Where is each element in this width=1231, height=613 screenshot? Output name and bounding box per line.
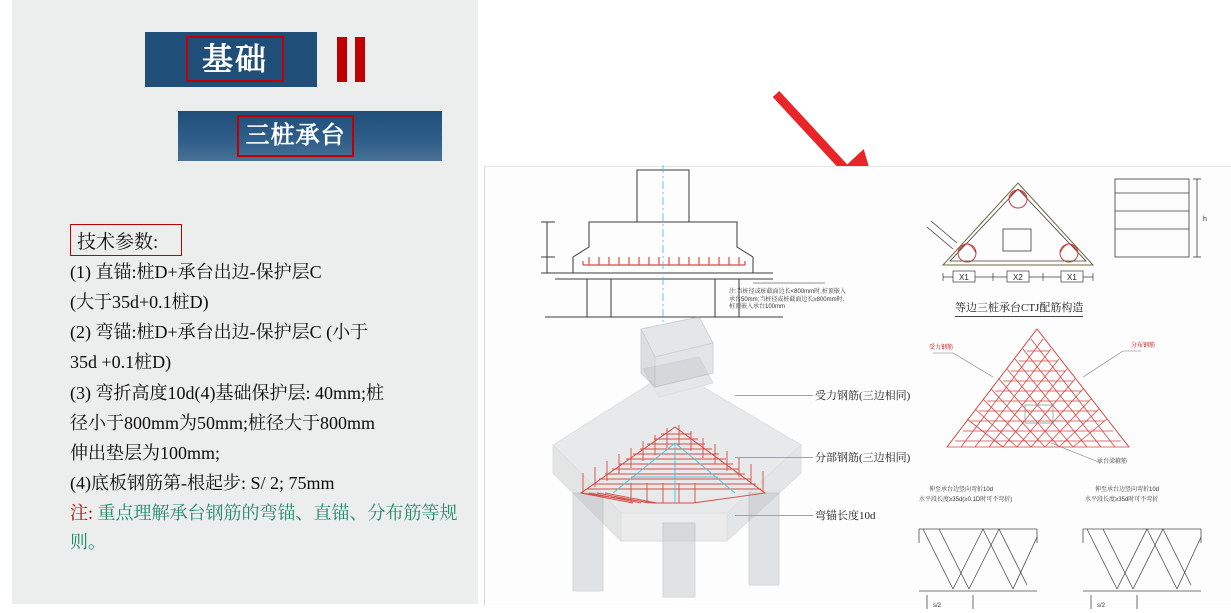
- anchorage-detail-left: [913, 503, 1043, 613]
- leader-line-3: [735, 515, 813, 516]
- param-line: (3) 弯折高度10d(4)基础保护层: 40mm;桩: [70, 382, 384, 403]
- detail-note-right-2: 水平段长度≥35d时可不弯折: [1085, 497, 1159, 503]
- svg-text:h: h: [1203, 216, 1207, 223]
- small-section-detail: [1109, 171, 1229, 281]
- param-line: (4)底板钢筋第-根起步: S/ 2; 75mm: [70, 473, 335, 494]
- label-distribution-rebar: 分部钢筋(三边相同): [815, 452, 911, 464]
- tech-params-heading: 技术参数:: [77, 231, 159, 253]
- label-main-rebar-small: 受力钢筋: [929, 345, 954, 351]
- triangular-plan-detail: [923, 173, 1113, 293]
- leader-line-2: [735, 457, 813, 458]
- detail-note-left-2: 水平段长度≥35d(≥0.1D时可不弯折): [919, 497, 1013, 503]
- svg-text:X1: X1: [959, 273, 969, 282]
- label-bend-anchor-length: 弯锚长度10d: [815, 510, 876, 522]
- label-main-rebar: 受力钢筋(三边相同): [815, 390, 911, 402]
- svg-text:s/2: s/2: [1097, 603, 1106, 609]
- param-line: 伸出垫层为100mm;: [70, 442, 221, 463]
- tech-params-heading-box: [70, 224, 182, 256]
- detail-note-right-1: 伸至承台边竖向弯折10d: [1095, 487, 1160, 493]
- page-title: 基础: [202, 41, 268, 77]
- subtitle-banner-outline: [237, 115, 354, 157]
- red-accent-bar-2: [355, 37, 365, 82]
- param-line: 35d +0.1桩D): [70, 352, 172, 373]
- title-banner-outline: [186, 36, 284, 82]
- section-note-text: 注:当桩径或桩截面边长<800mm时,桩顶嵌入承台50mm;当桩径或桩截面边长≥800mm时,桩顶嵌入承台100mm: [729, 289, 846, 310]
- svg-text:X1: X1: [1067, 273, 1077, 282]
- param-line: (1) 直锚:桩D+承台出边-保护层C: [70, 262, 322, 282]
- detail-note-left-1: 伸至承台边竖向弯折10d: [929, 487, 994, 493]
- note-paragraph: [70, 499, 460, 557]
- param-line: 径小于800mm为50mm;桩径大于800mm: [70, 412, 376, 433]
- param-line: (2) 弯锚:桩D+承台出边-保护层C (小于: [70, 322, 369, 343]
- label-cap-beam-stirrup: 承台梁箍筋: [1097, 459, 1128, 465]
- param-line: (大于35d+0.1桩D): [70, 292, 209, 313]
- note-text: 重点理解承台钢筋的弯锚、直锚、分布筋等规则。: [70, 503, 458, 553]
- engineering-drawing: [484, 166, 1231, 609]
- label-distribution-rebar-small: 分布钢筋: [1131, 343, 1156, 349]
- tech-params-body: [70, 258, 460, 559]
- page-subtitle: 三桩承台: [245, 123, 346, 149]
- svg-text:X2: X2: [1013, 273, 1023, 282]
- rebar-plan-detail: [933, 317, 1143, 467]
- left-white-stripe: [0, 0, 12, 604]
- red-accent-bar-1: [337, 37, 347, 82]
- note-label: 注:: [70, 503, 94, 524]
- anchorage-detail-right: [1077, 503, 1207, 613]
- svg-text:s/2: s/2: [933, 603, 942, 609]
- leader-line-1: [735, 395, 813, 396]
- plan-caption: 等边三桩承台CTJ配筋构造: [955, 299, 1083, 317]
